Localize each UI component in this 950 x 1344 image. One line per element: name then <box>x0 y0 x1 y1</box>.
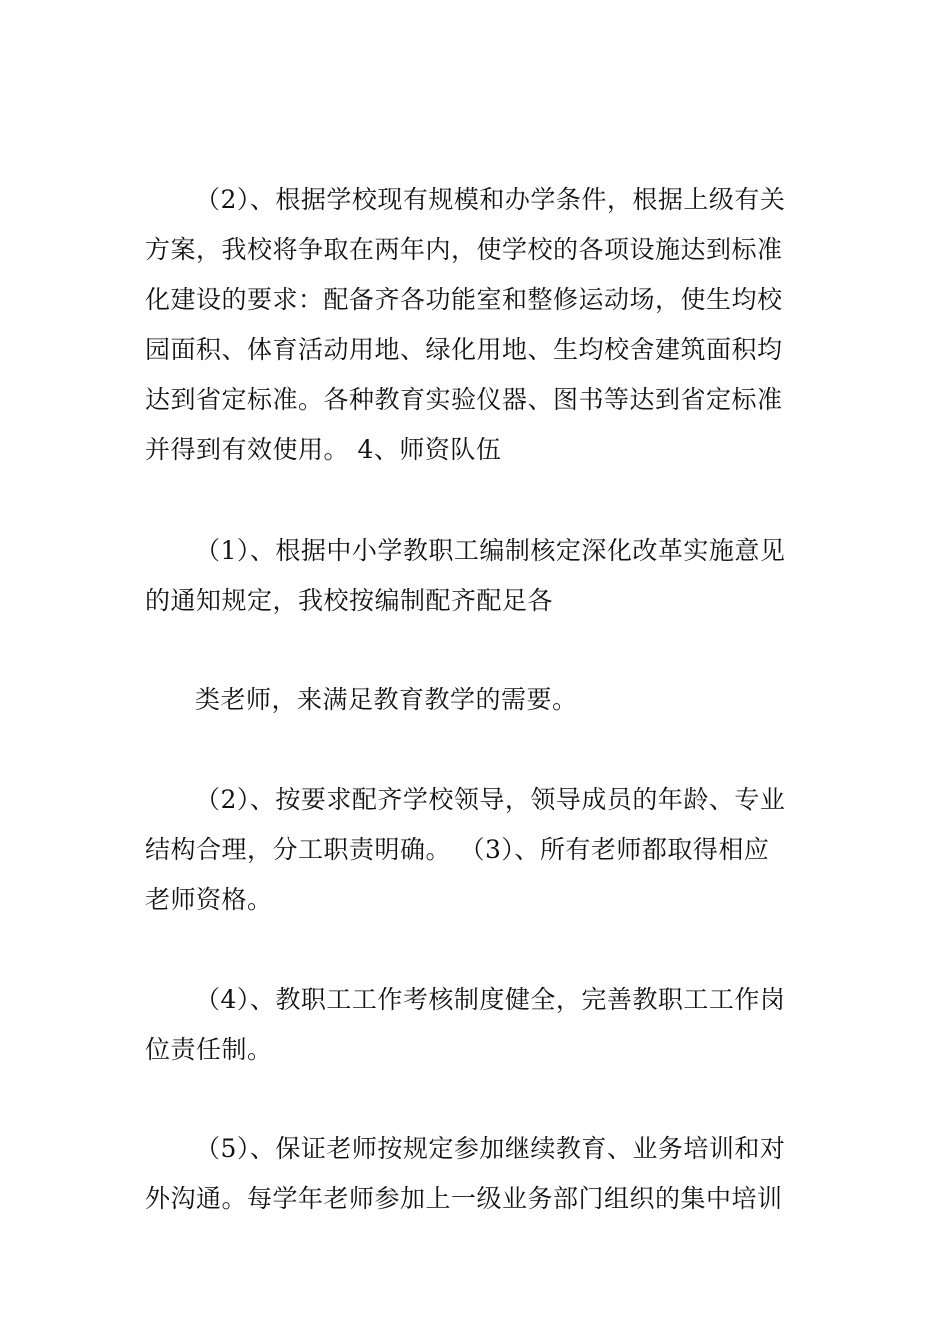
paragraph-2-line-5: 达到省定标准。各种教育实验仪器、图书等达到省定标准 <box>145 385 783 414</box>
paragraph-leadership-line-2: 结构合理，分工职责明确。 （3）、所有老师都取得相应 <box>145 835 770 864</box>
paragraph-1-line-2: 的通知规定，我校按编制配齐配足各 <box>145 586 554 615</box>
paragraph-1-line-1: （1）、根据中小学教职工编制核定深化改革实施意见 <box>195 536 786 565</box>
paragraph-5-line-1: （5）、保证老师按规定参加继续教育、业务培训和对 <box>195 1134 786 1163</box>
paragraph-2-line-1: （2）、根据学校现有规模和办学条件，根据上级有关 <box>195 185 786 214</box>
paragraph-4-line-1: （4）、教职工工作考核制度健全，完善教职工工作岗 <box>195 985 786 1014</box>
paragraph-2-line-6: 并得到有效使用。 4、师资队伍 <box>145 435 502 464</box>
paragraph-2-line-4: 园面积、体育活动用地、绿化用地、生均校舍建筑面积均 <box>145 335 783 364</box>
paragraph-leadership-line-1: （2）、按要求配齐学校领导，领导成员的年龄、专业 <box>195 785 786 814</box>
paragraph-2-line-3: 化建设的要求：配备齐各功能室和整修运动场，使生均校 <box>145 285 783 314</box>
paragraph-2-line-2: 方案，我校将争取在两年内，使学校的各项设施达到标准 <box>145 235 783 264</box>
paragraph-teachers-line: 类老师，来满足教育教学的需要。 <box>195 685 578 714</box>
paragraph-5-line-2: 外沟通。每学年老师参加上一级业务部门组织的集中培训 <box>145 1184 783 1213</box>
paragraph-leadership-line-3: 老师资格。 <box>145 885 273 914</box>
paragraph-4-line-2: 位责任制。 <box>145 1035 273 1064</box>
